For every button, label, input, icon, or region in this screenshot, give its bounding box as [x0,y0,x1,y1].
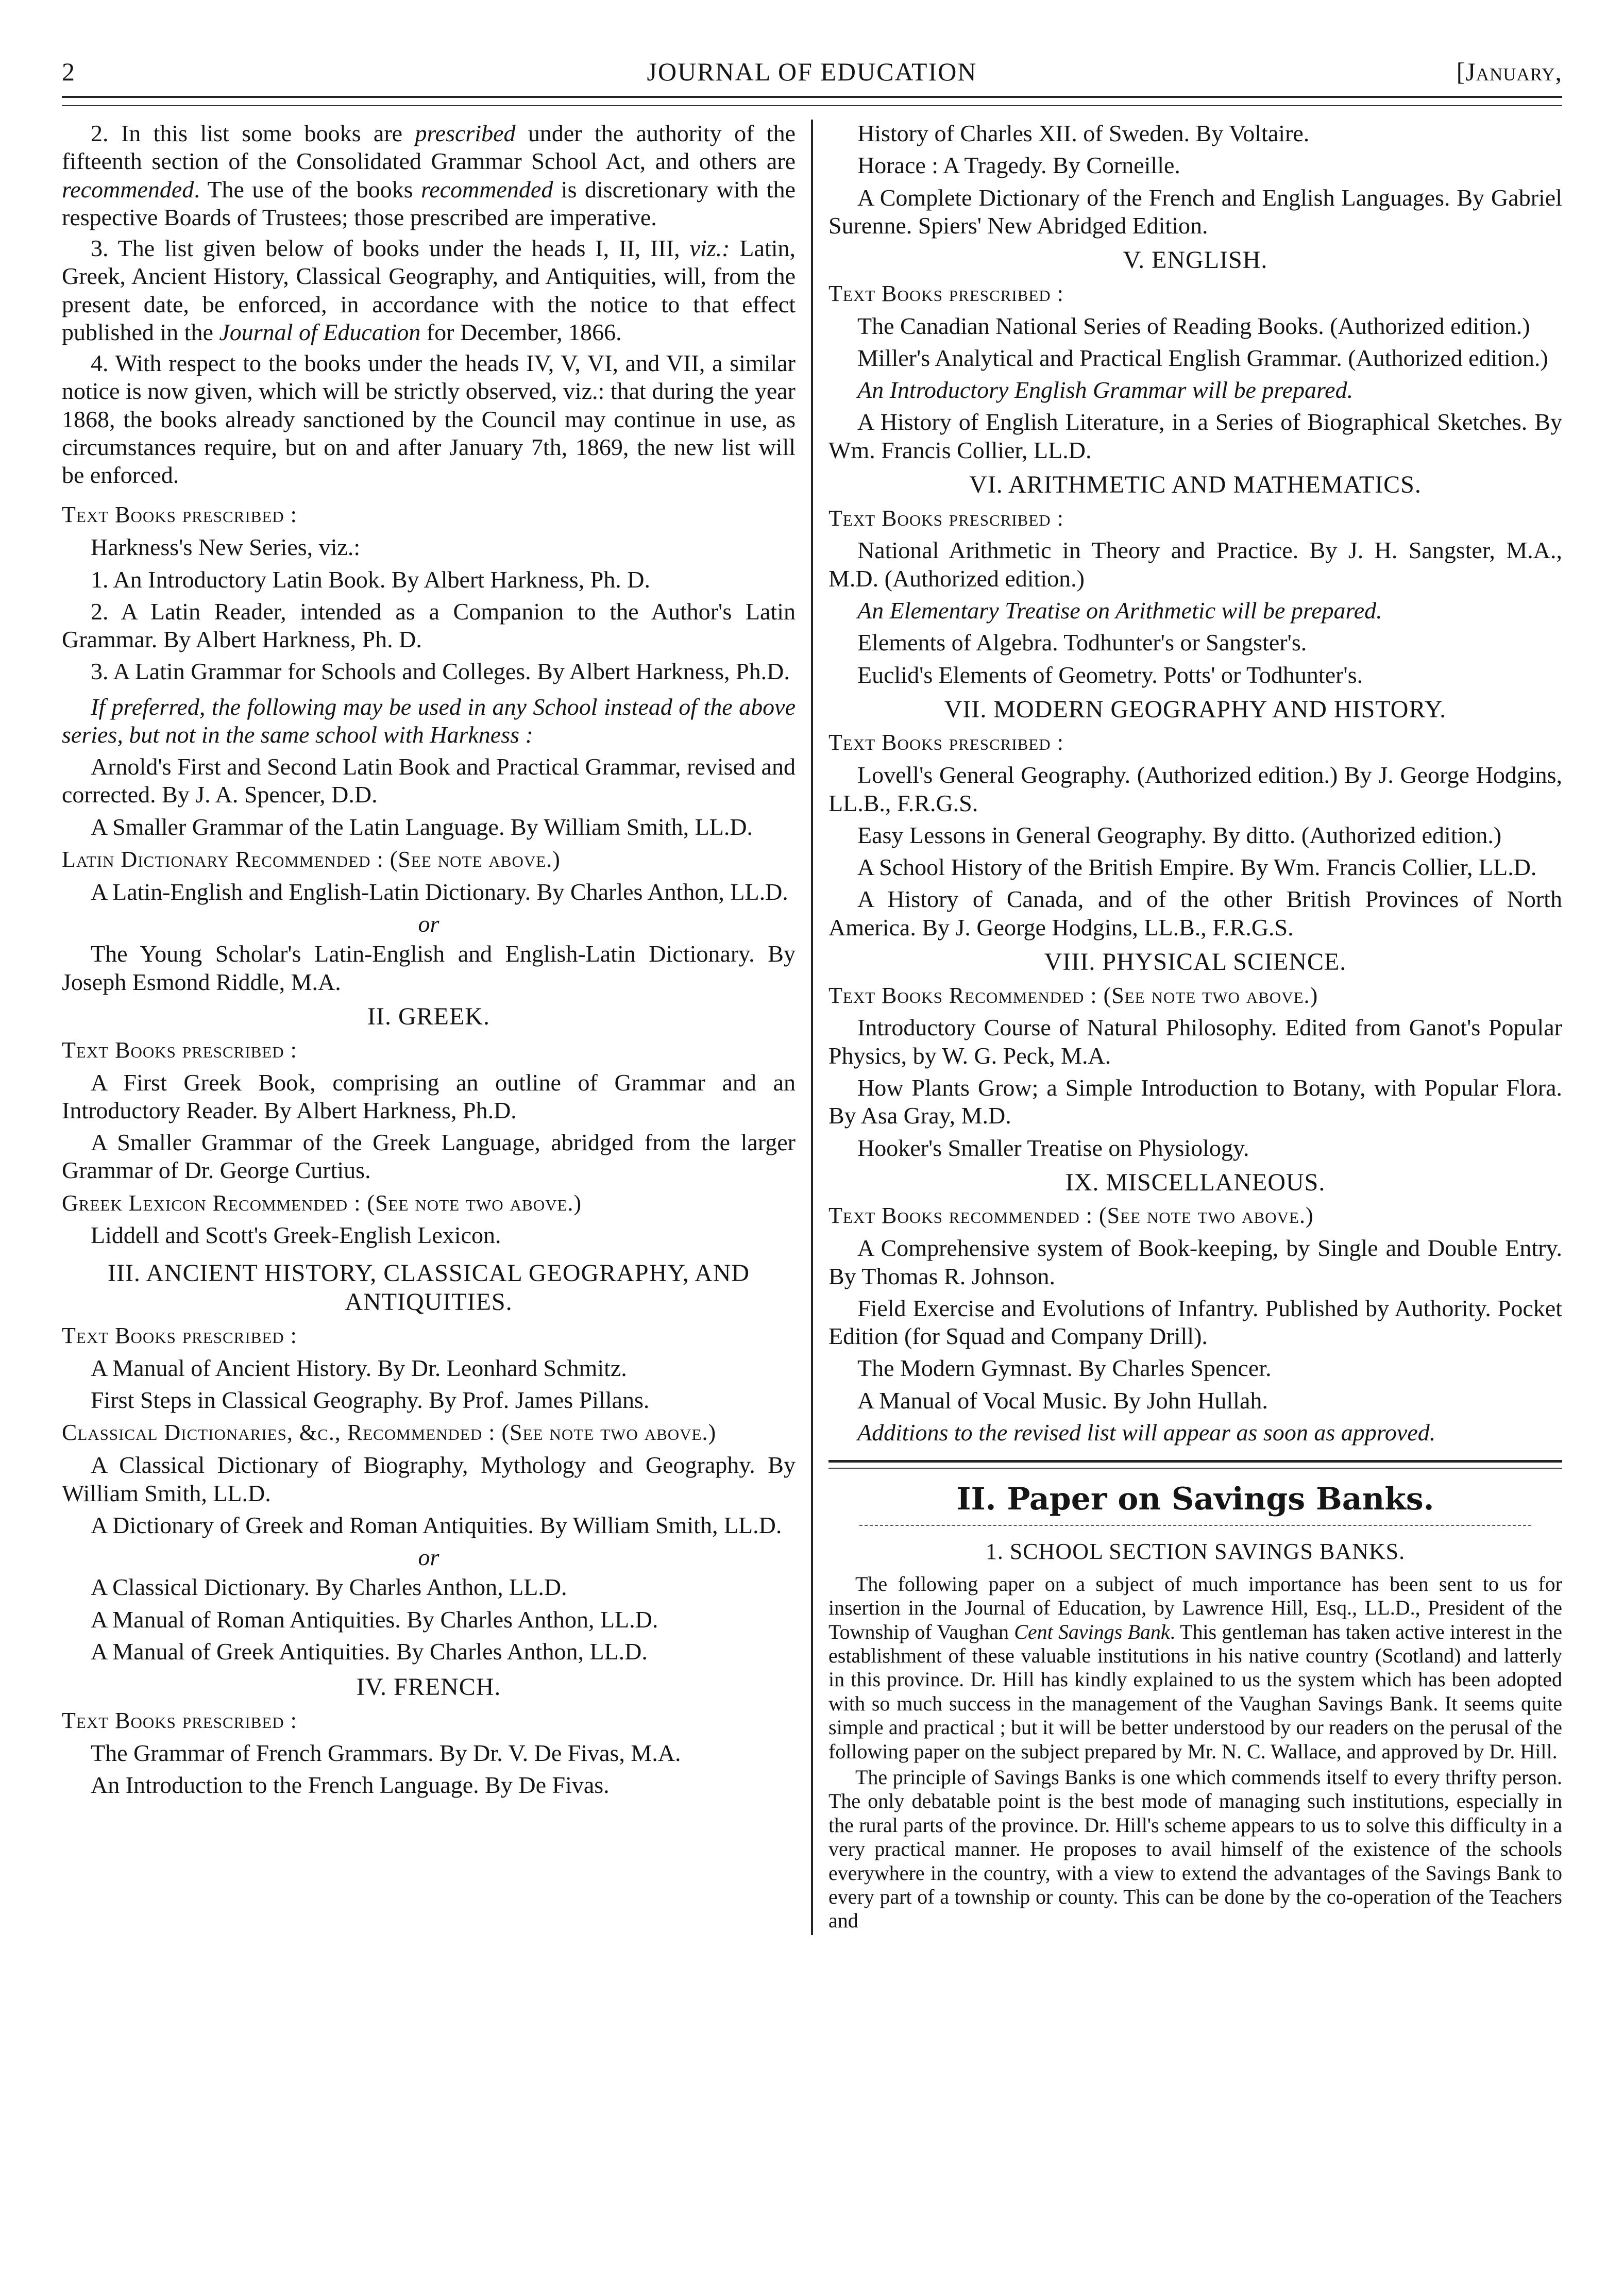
french-cont-item: History of Charles XII. of Sweden. By Voltaire. [857,120,1310,146]
geo-item: A School History of the British Empire. By Wm. Francis Collier, LL.D. [857,854,1537,881]
issue-month: [January, [1456,57,1562,86]
french-heading: Text Books prescribed : [62,1707,297,1733]
arith-item: Euclid's Elements of Geometry. Potts' or Todhunter's. [857,661,1363,688]
geo-item: A History of Canada, and of the other British Provinces of North America. By J. George Hodgins, LL.B., F.R.G.S. [828,886,1562,941]
arith-heading: Text Books prescribed : [828,505,1064,531]
geo-item: Lovell's General Geography. (Authorized edition.) By J. George Hodgins, LL.B., F.R.G.S. [828,762,1562,816]
classical-dict-item: A Dictionary of Greek and Roman Antiquities. By William Smith, LL.D. [91,1512,782,1538]
latin-dict-item: A Latin-English and English-Latin Dictionary. By Charles Anthon, LL.D. [91,878,788,905]
arith-item: Elements of Algebra. Todhunter's or Sangster's. [857,629,1307,656]
phys-heading: Text Books Recommended : (See note two above.) [828,982,1318,1008]
phys-title: VIII. PHYSICAL SCIENCE. [1044,948,1347,976]
savings-article [828,1572,1562,1933]
section-rule [828,1460,1562,1469]
latin-dict-item: The Young Scholar's Latin-English and English-Latin Dictionary. By Joseph Esmond Riddle, M.A. [62,941,796,995]
ornamental-rule [859,1525,1531,1529]
anthon-item: A Manual of Roman Antiquities. By Charles Anthon, LL.D. [91,1606,658,1633]
arith-note: An Elementary Treatise on Arithmetic will be prepared. [857,597,1382,624]
english-item: A History of English Literature, in a Series of Biographical Sketches. By Wm. Francis Collier, LL.D. [828,409,1562,463]
french-cont-item: Horace : A Tragedy. By Corneille. [857,152,1180,179]
ancient-item: First Steps in Classical Geography. By Prof. James Pillans. [91,1387,650,1414]
french-item: The Grammar of French Grammars. By Dr. V. De Fivas, M.A. [91,1739,681,1766]
savings-section-title: II. Paper on Savings Banks. [956,1481,1434,1518]
latin-series-intro: Harkness's New Series, viz.: [91,534,361,561]
misc-heading: Text Books recommended : (See note two above.) [828,1203,1314,1229]
right-column [813,120,1562,1935]
arith-item: National Arithmetic in Theory and Practice. By J. H. Sangster, M.A., M.D. (Authorized edition.) [828,537,1562,592]
english-heading: Text Books prescribed : [828,280,1064,306]
phys-item: How Plants Grow; a Simple Introduction to Botany, with Popular Flora. By Asa Gray, M.D. [828,1074,1562,1129]
misc-item: A Comprehensive system of Book-keeping, by Single and Double Entry. By Thomas R. Johnson. [828,1235,1562,1289]
anthon-item: A Manual of Greek Antiquities. By Charles Anthon, LL.D. [91,1638,648,1665]
misc-title: IX. MISCELLANEOUS. [1065,1168,1326,1196]
misc-item: A Manual of Vocal Music. By John Hullah. [857,1387,1268,1414]
misc-item: The Modern Gymnast. By Charles Spencer. [857,1355,1272,1382]
latin-alt-item: Arnold's First and Second Latin Book and Practical Grammar, revised and corrected. By J. A. Spencer, D.D. [62,753,796,808]
french-cont-item: A Complete Dictionary of the French and English Languages. By Gabriel Surenne. Spiers' New Abridged Edition. [828,184,1562,239]
latin-item: 2. A Latin Reader, intended as a Companion to the Author's Latin Grammar. By Albert Harkness, Ph. D. [62,598,796,653]
page-number: 2 [62,57,75,86]
french-item: An Introduction to the French Language. By De Fivas. [91,1772,610,1798]
latin-alt-item: A Smaller Grammar of the Latin Language. By William Smith, LL.D. [91,813,753,840]
journal-title: JOURNAL OF EDUCATION [647,57,977,86]
savings-paragraph-2: The principle of Savings Banks is one which commends itself to every thrifty person. The only debatable point is the best mode of managing such institutions, especially in the rural parts of the province. Dr. Hill's scheme appears to us to solve this difficulty in a very practical manner. He proposes to avail himself of the existence of the schools everywhere in the country, with a view to extend the advantages of the Savings Bank to every part of a township or county. This can be done by the co-operation of the Teachers and [828,1765,1562,1933]
savings-paragraph-1: The following paper on a subject of much importance has been sent to us for insertion in the Journal of Education, by Lawrence Hill, Esq., LL.D., President of the Township of Vaughan Cent Savings Bank. This gentleman has taken active interest in the establishment of these valuable institutions in his native country (Scotland) and latterly in this province. Dr. Hill has kindly explained to us the system which has been adopted with so much success in the management of the Vaughan Savings Bank. It seems quite simple and practical ; but it will be better understood by our readers on the perusal of the following paper on the subject prepared by Mr. N. C. Wallace, and approved by Dr. Hill. [828,1572,1563,1763]
greek-heading: Text Books prescribed : [62,1037,297,1063]
french-title: IV. FRENCH. [356,1673,501,1701]
header-rule [62,96,1562,106]
misc-item: Field Exercise and Evolutions of Infantry. Published by Authority. Pocket Edition (for Squad and Company Drill). [828,1295,1562,1350]
greek-lexicon-item: Liddell and Scott's Greek-English Lexicon. [91,1222,501,1249]
english-item: Miller's Analytical and Practical English Grammar. (Authorized edition.) [857,344,1548,371]
classical-dict-heading: Classical Dictionaries, &c., Recommended : (See note two above.) [62,1420,717,1446]
geo-title: VII. MODERN GEOGRAPHY AND HISTORY. [944,695,1447,723]
left-column [62,120,811,1935]
classical-dict-item: A Classical Dictionary of Biography, Mythology and Geography. By William Smith, LL.D. [62,1452,796,1506]
geo-heading: Text Books prescribed : [828,730,1064,755]
greek-title: II. GREEK. [367,1002,490,1030]
two-column-body [62,120,1562,1935]
paragraph-4: 4. With respect to the books under the heads IV, V, VI, and VII, a similar notice is now given, which will be strictly observed, viz.: that during the year 1868, the books already sanctioned by the Council may continue in use, as circumstances require, but on and after January 7th, 1869, the new list will be enforced. [62,350,796,489]
arith-title: VI. ARITHMETIC AND MATHEMATICS. [969,471,1422,498]
phys-item: Hooker's Smaller Treatise on Physiology. [857,1134,1249,1161]
latin-item: 3. A Latin Grammar for Schools and Colleges. By Albert Harkness, Ph.D. [91,658,790,685]
greek-item: A First Greek Book, comprising an outline of Grammar and an Introductory Reader. By Albert Harkness, Ph.D. [62,1069,796,1123]
ancient-item: A Manual of Ancient History. By Dr. Leonhard Schmitz. [91,1354,627,1381]
paragraph-3: 3. The list given below of books under the heads I, II, III, viz.: Latin, Greek, Ancient History, Classical Geography, and Antiquities, will, from the present date, be enforced, in accordance with the notice to that effect published in the Journal of Education for December, 1866. [62,235,796,345]
greek-item: A Smaller Grammar of the Greek Language, abridged from the larger Grammar of Dr. George Curtius. [62,1129,796,1184]
ancient-heading: Text Books prescribed : [62,1323,297,1348]
latin-heading: Text Books prescribed : [62,502,297,528]
latin-item: 1. An Introductory Latin Book. By Albert Harkness, Ph. D. [91,566,651,593]
anthon-item: A Classical Dictionary. By Charles Anthon, LL.D. [91,1574,567,1601]
phys-item: Introductory Course of Natural Philosophy. Edited from Ganot's Popular Physics, by W. G. Peck, M.A. [828,1014,1562,1069]
latin-dict-heading: Latin Dictionary Recommended : (See note above.) [62,847,561,872]
or-separator: or [418,911,439,937]
savings-subsection-title: 1. SCHOOL SECTION SAVINGS BANKS. [985,1538,1406,1564]
greek-lexicon-heading: Greek Lexicon Recommended : (See note two above.) [62,1190,582,1216]
english-title: V. ENGLISH. [1123,246,1268,274]
english-note: An Introductory English Grammar will be prepared. [857,377,1354,404]
paragraph-2: 2. In this list some books are prescribed under the authority of the fifteenth section of the Consolidated Grammar School Act, and others are recommended. The use of the books recommended is discretionary with the respective Boards of Trustees; those prescribed are imperative. [62,120,796,230]
page-header [62,57,1562,93]
ancient-title: III. ANCIENT HISTORY, CLASSICAL GEOGRAPHY, AND ANTIQUITIES. [107,1259,750,1316]
misc-note: Additions to the revised list will appear as soon as approved. [857,1419,1436,1446]
english-item: The Canadian National Series of Reading Books. (Authorized edition.) [857,312,1530,339]
latin-alt-note: If preferred, the following may be used in any School instead of the above series, but not in the same school with Harkness : [62,693,796,748]
or-separator: or [418,1544,439,1571]
geo-item: Easy Lessons in General Geography. By ditto. (Authorized edition.) [857,821,1502,848]
